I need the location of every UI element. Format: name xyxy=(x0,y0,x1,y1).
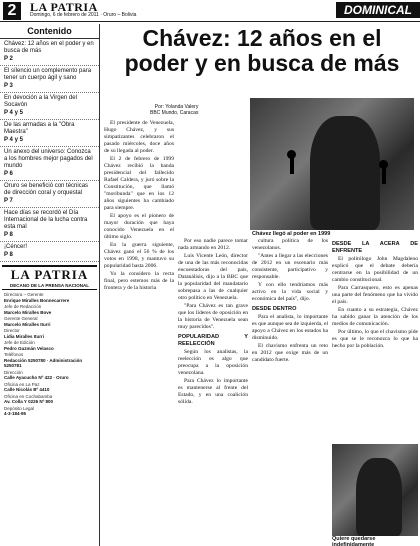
staff-role: Oficina en Cochabamba xyxy=(4,393,53,399)
header-date: Domingo, 6 de febrero de 2011 · Oruro – Bolivia xyxy=(30,12,137,18)
staff-role: Depósito Legal xyxy=(4,405,35,411)
paper-logo: LA PATRIA xyxy=(30,0,98,14)
toc-item-page: P 2 xyxy=(4,56,13,62)
staff-role: Directora – Gerente xyxy=(4,292,44,297)
staff-name: Calle Ayacucho Nº 422 · Oruro xyxy=(4,375,69,380)
article-column-4 xyxy=(332,238,418,438)
toc-item-page: P 8 xyxy=(4,232,13,238)
toc-item[interactable] xyxy=(0,242,99,262)
article-paragraph: Yo la considero la recta final, pero estemos más de la frontera y de la historia xyxy=(104,271,174,291)
table-of-contents xyxy=(0,39,99,262)
chavez-photo-2 xyxy=(332,444,418,536)
toc-item-text: ¡Céncer! xyxy=(4,244,28,250)
article-column-3 xyxy=(252,238,328,538)
toc-item[interactable] xyxy=(0,147,99,181)
staff-role: Jefe de Edición xyxy=(4,340,35,345)
section-heading-desde-dentro: DESDE DENTRO xyxy=(252,306,297,312)
staff-name: Lidia Miralles Iturri xyxy=(4,333,45,339)
toc-item-text: Hace días se recordó el Día Internacional de la lucha contra esta mal xyxy=(4,210,88,230)
toc-item-text: En devoción a la Virgen del Socavón xyxy=(4,95,77,108)
toc-item[interactable] xyxy=(0,181,99,208)
staff-name: Av. Colla Y 0226 Nº 800 xyxy=(4,399,54,404)
staff-role: Director xyxy=(4,328,20,333)
staff-name: Pedro Guzmán Velasco xyxy=(4,345,54,351)
section-tag: DOMINICAL xyxy=(336,2,420,18)
toc-item[interactable] xyxy=(0,39,99,66)
article-paragraph: El presidente de Venezuela, Hugo Chávez, y sus simpatizantes celebraron el pasado miércoles, doce años de su llegada al poder. xyxy=(104,120,174,154)
toc-item[interactable] xyxy=(0,120,99,147)
article-paragraph: En la guerra siguiente, Chávez ganó el 56 % de los votos en 1998, y mantuvo su popularidad hasta 2006. xyxy=(104,242,174,269)
staff-list xyxy=(0,290,99,420)
article-paragraph: Para el analista, lo importante es que aunque sea de izquierda, el apoyo a Chávez en los estados ha disminuido. xyxy=(252,314,328,341)
article-paragraph: Luis Vicente León, director de una de las más reconocidas encuestadoras del país, Datanálisis, dijo a la BBC que la popularidad del mandatario sobrepasa a las de cualquier otro político en Venezuela. xyxy=(178,253,248,301)
photo-caption-2: Quiere quedarse indefinidamente xyxy=(332,536,418,546)
article-paragraph: Según los analistas, la reelección es algo que preocupa a la oposición venezolana. xyxy=(178,349,248,376)
toc-item-page: P 3 xyxy=(4,83,13,89)
toc-item-page: P 7 xyxy=(4,198,13,204)
toc-item[interactable] xyxy=(0,66,99,93)
section-heading-popularidad: POPULARIDAD Y REELECCIÓN xyxy=(178,334,248,347)
staff-name: 4-3-184-95 xyxy=(4,411,27,416)
staff-role: Dirección xyxy=(4,369,23,375)
article-paragraph: En cuanto a su estrategia, Chávez ha sabido ganar la atención de los medios de comunicación. xyxy=(332,307,418,327)
article-paragraph: "Antes a llegar a las elecciones de 2012 en un escenario más consistente, participativo y responsable. xyxy=(252,253,328,280)
staff-role: Oficina en La Paz xyxy=(4,381,40,387)
article-paragraph: El apoyo es el pionero de mayor duración que haya conocido Venezuela en el último siglo. xyxy=(104,213,174,240)
toc-item-text: De las armadas a la "Obra Maestra" xyxy=(4,122,75,135)
article xyxy=(104,24,420,546)
article-paragraph: El 2 de febrero de 1999 Chávez recibió la banda presidencial del fallecido Rafael Caldera, y juró sobre la Constitución, que llamó "moribunda" que en los 12 años siguientes ha cambiado para siempre. xyxy=(104,156,174,211)
contents-sidebar xyxy=(0,24,100,546)
toc-item-text: Oruro se benefició con técnicas de dirección coral y orquestal xyxy=(4,183,89,196)
toc-item-page: P 6 xyxy=(4,171,13,177)
masthead xyxy=(2,265,97,290)
staff-name: Redacción 5250780 · Administración 5250781 xyxy=(4,357,83,368)
article-paragraph: Para Carrasquero, esto es apenas una parte del fenómeno que ha vivido el país. xyxy=(332,285,418,305)
section-heading-acera: DESDE LA ACERA DE ENFRENTE xyxy=(332,241,418,254)
article-headline: Chávez: 12 años en el poder y en busca de más xyxy=(124,25,400,76)
article-paragraph: El chavismo enfrenta un reto en 2012 que exige más de un candidato fuerte. xyxy=(252,343,328,363)
toc-item[interactable] xyxy=(0,93,99,120)
article-paragraph: El politólogo John Magdaleno explicó que el debate debería centrarse en la posibilidad de un cambio constitucional. xyxy=(332,256,418,283)
staff-role: Jefe de Redacción xyxy=(4,304,42,309)
article-paragraph: "Para Chávez es tan grave que los líderes de oposición en la historia de Venezuela sean muy parecidos". xyxy=(178,303,248,330)
article-paragraph: Y con ello tendríamos más activo en la vida social y económica del país", dijo. xyxy=(252,282,328,302)
article-paragraph: Para Chávez lo importante es mantenerse al frente del Estado, y en una coalición sólida. xyxy=(178,378,248,405)
toc-item-page: P 4 y 5 xyxy=(4,137,23,143)
article-paragraph: cultura política de los venezolanos. xyxy=(252,238,328,251)
page-number: 2 xyxy=(3,2,21,20)
staff-role: Teléfonos xyxy=(4,352,24,357)
article-column-2 xyxy=(178,238,248,538)
article-paragraph: Por eso nadie parece tomar nada armando en 2012. xyxy=(178,238,248,251)
staff-name: Marcelo Miralles Iturri xyxy=(4,321,51,327)
byline-author: Por: Yolanda Valery xyxy=(154,104,199,110)
staff-name: Marcelo Miralles Bove xyxy=(4,309,52,315)
article-column-1 xyxy=(104,120,174,540)
toc-item-text: Un anexo del universo: Conozca a los hombres mejor pagados del mundo xyxy=(4,149,93,169)
toc-item-page: P 8 xyxy=(4,252,13,258)
toc-item-page: P 4 y 5 xyxy=(4,110,23,116)
chavez-photo xyxy=(250,98,414,230)
staff-role: Gerente General xyxy=(4,316,38,321)
staff-name: Enrique Miralles Bonnecarrere xyxy=(4,297,70,303)
byline-source: BBC Mundo, Caracas xyxy=(150,110,199,116)
photo-caption: Chávez llegó al poder en 1999 xyxy=(250,230,414,238)
article-paragraph: Por último, lo que el chavismo pide es que se le reconozca lo que ha hecho por la población. xyxy=(332,329,418,349)
toc-item-text: Chávez: 12 años en el poder y en busca de más xyxy=(4,41,94,54)
contents-title: Contenido xyxy=(0,24,99,39)
toc-item[interactable] xyxy=(0,208,99,242)
page-header xyxy=(0,0,420,22)
staff-name: Calle Nicolás Bº 4410 xyxy=(4,387,50,392)
byline xyxy=(150,104,198,116)
toc-item-text: El sílencio un complemento para tener un cuerpo ágil y sano xyxy=(4,68,92,81)
masthead-subtitle: DECANO DE LA PRENSA NACIONAL xyxy=(10,283,89,288)
masthead-logo: LA PATRIA xyxy=(10,267,89,282)
